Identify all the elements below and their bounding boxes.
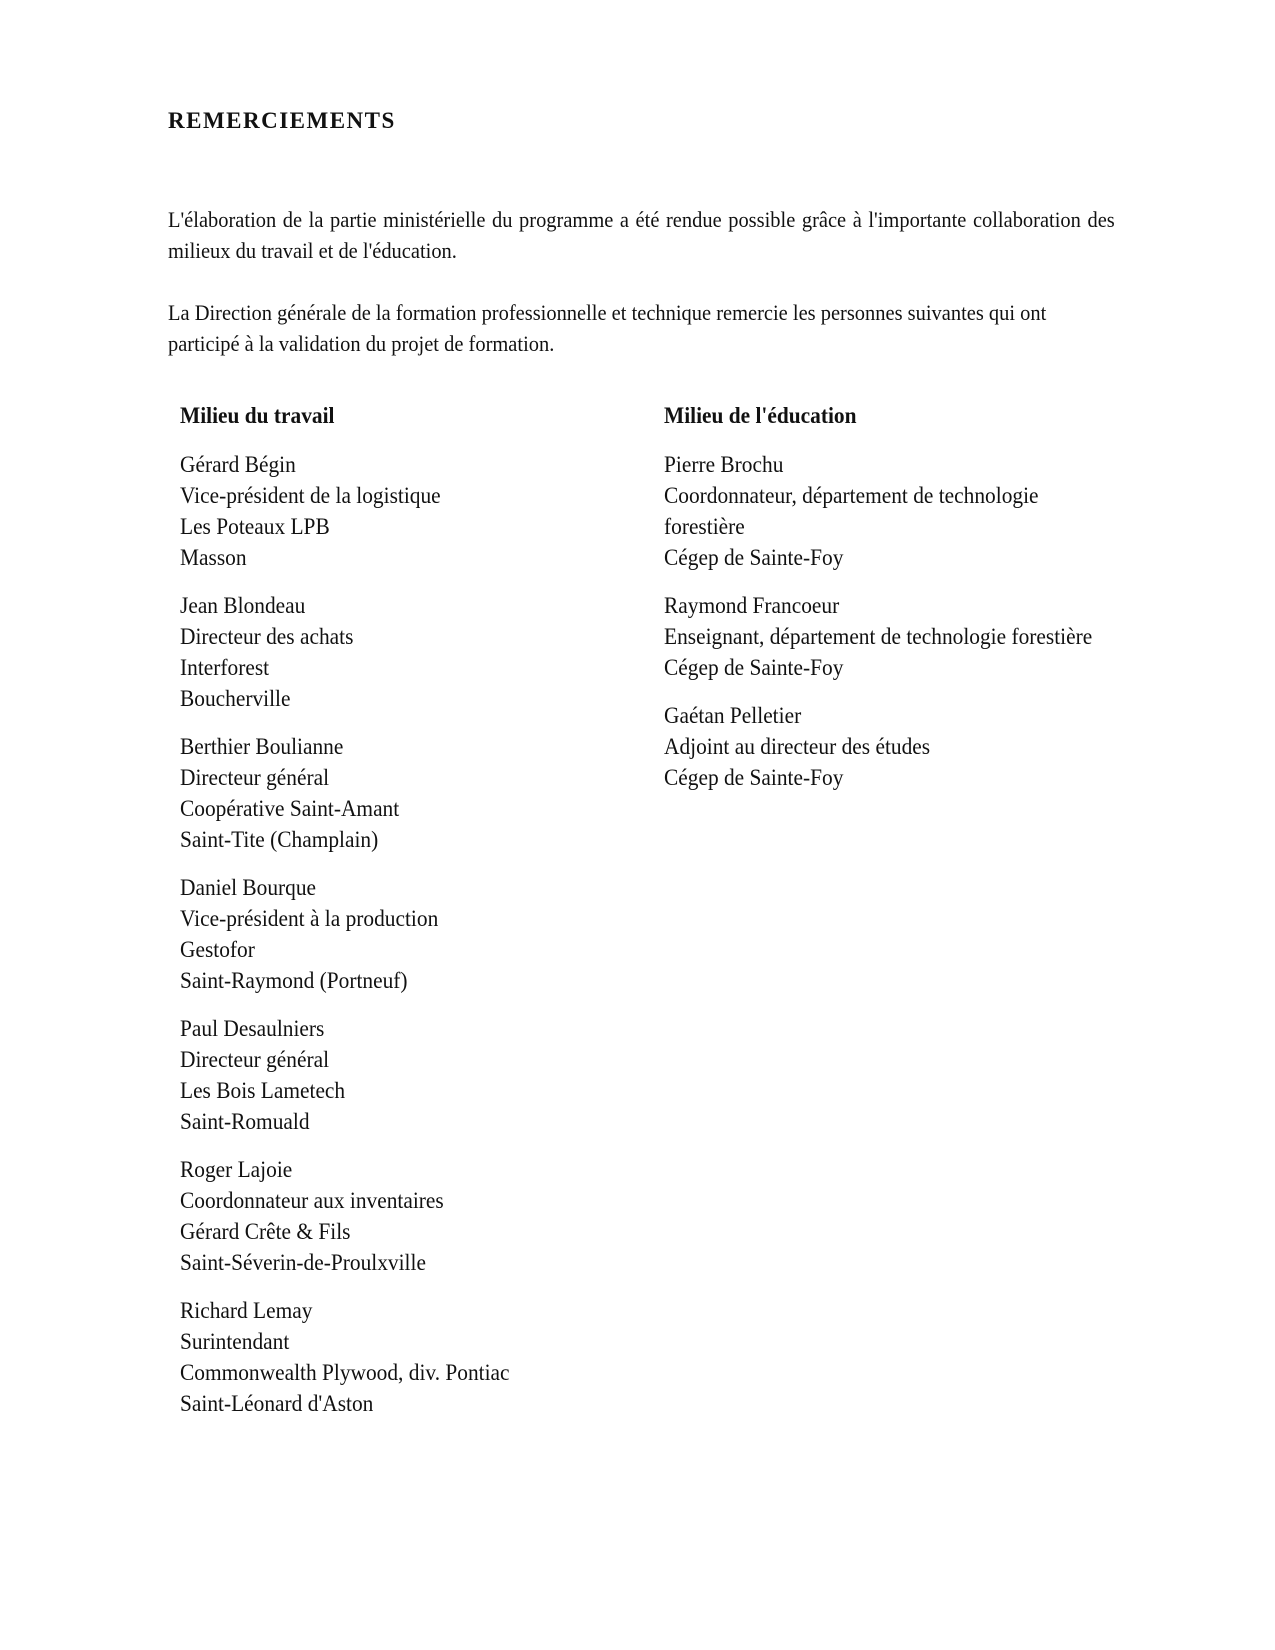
person-organization: Les Bois Lametech (180, 1078, 346, 1103)
person-place: Boucherville (180, 686, 291, 711)
education-person (664, 449, 1101, 573)
intro-paragraph: L'élaboration de la partie ministérielle du programme a été rendue possible grâce à l'importante collaboration des milieux du travail et de l'éducation. (168, 207, 1115, 263)
work-person (180, 449, 608, 573)
work-column-title: Milieu du travail (180, 403, 335, 428)
person-role: Enseignant, département de technologie forestière (664, 624, 1093, 649)
person-name: Richard Lemay (180, 1298, 313, 1323)
person-organization: Les Poteaux LPB (180, 514, 330, 539)
person-role: Directeur des achats (180, 624, 354, 649)
person-name: Gaétan Pelletier (664, 703, 802, 728)
person-role: Directeur général (180, 1047, 330, 1072)
person-organization: Gestofor (180, 937, 255, 962)
person-place: Saint-Raymond (Portneuf) (180, 968, 408, 993)
person-place: Saint-Séverin-de-Proulxville (180, 1250, 426, 1275)
person-organization: Gérard Crête & Fils (180, 1219, 351, 1244)
thanks-paragraph: La Direction générale de la formation professionnelle et technique remercie les personnes suivantes qui ont participé à la validation du projet de formation. (168, 300, 1047, 356)
page-heading: REMERCIEMENTS (168, 108, 396, 133)
person-place: Saint-Léonard d'Aston (180, 1391, 374, 1416)
person-place: Masson (180, 545, 247, 570)
person-role: Surintendant (180, 1329, 290, 1354)
education-person (664, 700, 1101, 793)
person-place: Saint-Tite (Champlain) (180, 827, 379, 852)
person-organization: Cégep de Sainte-Foy (664, 655, 844, 680)
person-organization: Commonwealth Plywood, div. Pontiac (180, 1360, 510, 1385)
work-person (180, 1154, 608, 1278)
person-name: Roger Lajoie (180, 1157, 293, 1182)
person-role: Vice-président à la production (180, 906, 439, 931)
person-role: Directeur général (180, 765, 330, 790)
person-organization: Cégep de Sainte-Foy (664, 765, 844, 790)
education-column-title: Milieu de l'éducation (664, 403, 857, 428)
person-name: Gérard Bégin (180, 452, 296, 477)
person-role: Adjoint au directeur des études (664, 734, 931, 759)
work-person (180, 872, 608, 996)
person-name: Daniel Bourque (180, 875, 317, 900)
person-role: Coordonnateur, département de technologie forestière (664, 483, 1039, 539)
work-person (180, 590, 608, 714)
person-organization: Cégep de Sainte-Foy (664, 545, 844, 570)
person-role: Coordonnateur aux inventaires (180, 1188, 444, 1213)
person-organization: Coopérative Saint-Amant (180, 796, 400, 821)
person-name: Raymond Francoeur (664, 593, 840, 618)
person-name: Jean Blondeau (180, 593, 306, 618)
person-role: Vice-président de la logistique (180, 483, 441, 508)
person-place: Saint-Romuald (180, 1109, 310, 1134)
education-column (664, 400, 1104, 810)
work-person (180, 1295, 608, 1419)
person-name: Berthier Boulianne (180, 734, 344, 759)
work-person (180, 1013, 608, 1137)
person-name: Paul Desaulniers (180, 1016, 325, 1041)
education-person (664, 590, 1101, 683)
person-organization: Interforest (180, 655, 270, 680)
work-column (180, 400, 640, 1436)
work-person (180, 731, 608, 855)
person-name: Pierre Brochu (664, 452, 784, 477)
